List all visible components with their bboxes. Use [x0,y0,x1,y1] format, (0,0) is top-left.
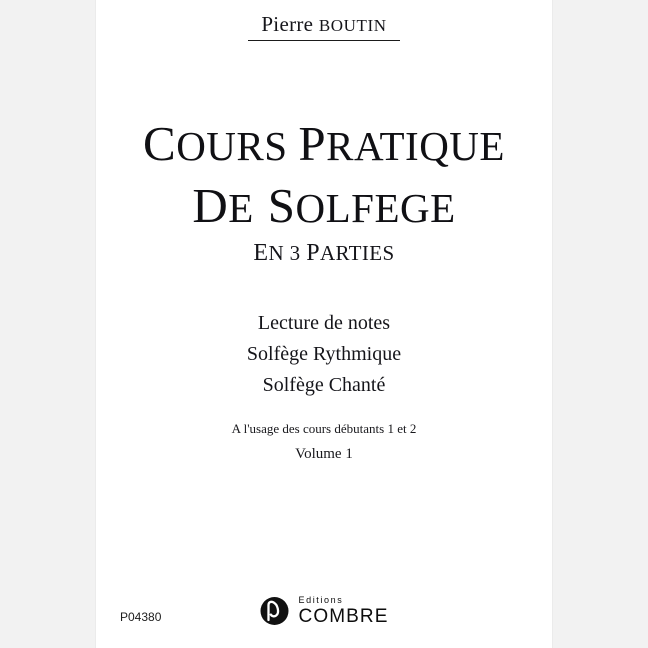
title-line-2 [96,177,552,235]
publisher-mark [260,596,389,626]
title-text-olfege: OLFEGE [295,185,456,232]
title-cap-s: S [267,178,296,234]
title-cap-d: D [192,178,229,234]
publisher-combre-label: COMBRE [298,606,389,627]
subtitle-text-n3: N 3 [268,241,307,265]
title-text-ratique: RATIQUE [326,123,505,169]
publisher-name [299,596,389,626]
part-item-2: Solfège Rythmique [246,343,402,365]
parts-list [96,308,552,401]
part-item-1: Lecture de notes [257,312,391,334]
catalog-reference-code: P04380 [120,610,162,624]
book-cover-sheet [96,0,552,648]
title-line-1 [96,118,552,169]
title-text-e: E [228,185,254,232]
subtitle-cap-e: E [253,240,269,266]
title-text-ours: OURS [176,123,299,169]
title-cap-c: C [143,116,177,171]
publisher-editions-label: Editions [298,595,344,605]
subtitle-cap-p: P [306,240,320,266]
usage-note: A l'usage des cours débutants 1 et 2 [231,421,417,436]
combre-logo-icon [260,596,290,626]
subtitle-text-arties: ARTIES [319,241,395,265]
book-subtitle [96,240,552,267]
book-title [96,118,552,235]
title-cap-p: P [298,116,327,171]
volume-label: Volume 1 [295,446,353,462]
part-item-3: Solfège Chanté [262,374,386,396]
author-first-name: Pierre [261,12,314,36]
author-name [96,12,552,37]
author-underline-rule [248,40,400,41]
author-last-name: BOUTIN [318,16,387,35]
